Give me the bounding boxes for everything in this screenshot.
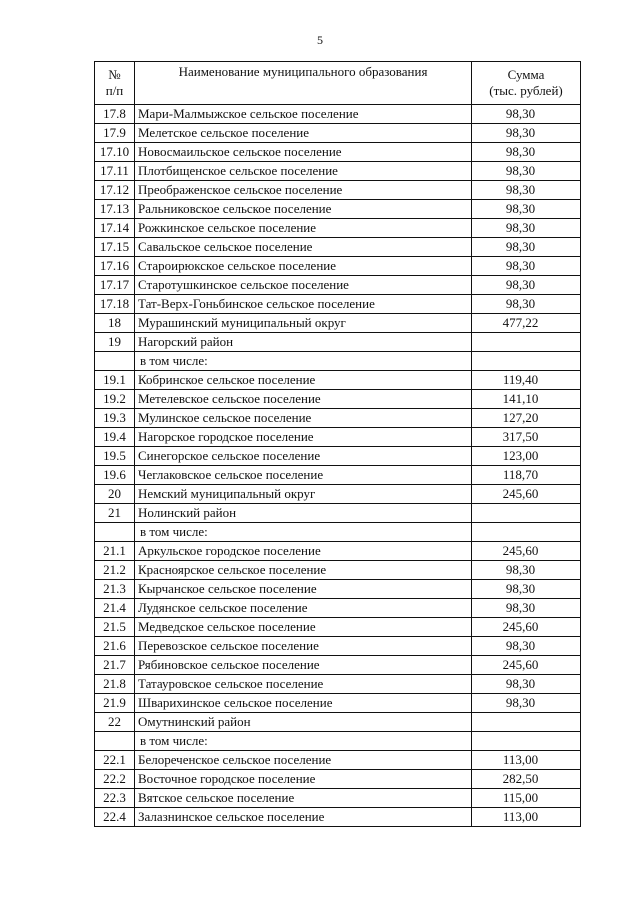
table-row: [95, 561, 581, 580]
row-number: 19.5: [95, 447, 135, 466]
row-number: 17.15: [95, 238, 135, 257]
row-sum: 282,50: [472, 770, 581, 789]
row-number: 18: [95, 314, 135, 333]
table-header-row: [95, 62, 581, 105]
row-sum: 98,30: [472, 124, 581, 143]
row-number: 17.13: [95, 200, 135, 219]
row-number: [95, 523, 135, 542]
table-row: [95, 523, 581, 542]
table-row: [95, 751, 581, 770]
table-row: [95, 599, 581, 618]
row-number: 22.1: [95, 751, 135, 770]
row-sum: [472, 504, 581, 523]
table-row: [95, 637, 581, 656]
table-row: [95, 409, 581, 428]
row-name: Аркульское городское поселение: [135, 542, 472, 561]
table-row: [95, 789, 581, 808]
row-number: 21.7: [95, 656, 135, 675]
row-name: Ральниковское сельское поселение: [135, 200, 472, 219]
row-number: 21.8: [95, 675, 135, 694]
row-sum: 98,30: [472, 257, 581, 276]
row-number: 17.16: [95, 257, 135, 276]
row-sum: 98,30: [472, 694, 581, 713]
row-sum: 98,30: [472, 599, 581, 618]
table-row: [95, 105, 581, 124]
header-sum-text: Сумма (тыс. рублей): [489, 67, 563, 98]
row-sum: 113,00: [472, 808, 581, 827]
table-row: [95, 694, 581, 713]
table-row: [95, 485, 581, 504]
row-sum: 98,30: [472, 276, 581, 295]
row-sum: 123,00: [472, 447, 581, 466]
row-sum: 115,00: [472, 789, 581, 808]
table-row: [95, 314, 581, 333]
row-sum: 98,30: [472, 561, 581, 580]
row-name: Новосмаильское сельское поселение: [135, 143, 472, 162]
row-name: Мурашинский муниципальный округ: [135, 314, 472, 333]
row-number: 21.3: [95, 580, 135, 599]
table-row: [95, 808, 581, 827]
table-row: [95, 732, 581, 751]
row-name: в том числе:: [135, 523, 472, 542]
row-sum: 245,60: [472, 618, 581, 637]
row-name: Староирюкское сельское поселение: [135, 257, 472, 276]
table-row: [95, 276, 581, 295]
table-row: [95, 257, 581, 276]
row-name: Тат-Верх-Гоньбинское сельское поселение: [135, 295, 472, 314]
table-row: [95, 371, 581, 390]
row-name: Мари-Малмыжское сельское поселение: [135, 105, 472, 124]
row-number: 17.17: [95, 276, 135, 295]
row-name: Рожкинское сельское поселение: [135, 219, 472, 238]
row-number: 22.3: [95, 789, 135, 808]
table-row: [95, 447, 581, 466]
header-name-text: Наименование муниципального образования: [178, 64, 428, 79]
row-name: Лудянское сельское поселение: [135, 599, 472, 618]
row-sum: 245,60: [472, 656, 581, 675]
row-sum: 98,30: [472, 162, 581, 181]
row-sum: 118,70: [472, 466, 581, 485]
row-number: 19: [95, 333, 135, 352]
row-sum: 98,30: [472, 295, 581, 314]
row-sum: 98,30: [472, 637, 581, 656]
row-name: Мелетское сельское поселение: [135, 124, 472, 143]
row-name: Кобринское сельское поселение: [135, 371, 472, 390]
table-row: [95, 295, 581, 314]
row-sum: 127,20: [472, 409, 581, 428]
row-number: 19.4: [95, 428, 135, 447]
row-sum: 141,10: [472, 390, 581, 409]
row-number: 17.8: [95, 105, 135, 124]
row-name: Савальское сельское поселение: [135, 238, 472, 257]
row-sum: 245,60: [472, 542, 581, 561]
table-row: [95, 675, 581, 694]
row-name: Шварихинское сельское поселение: [135, 694, 472, 713]
row-name: Синегорское сельское поселение: [135, 447, 472, 466]
row-number: 21.6: [95, 637, 135, 656]
row-name: Татауровское сельское поселение: [135, 675, 472, 694]
row-name: Метелевское сельское поселение: [135, 390, 472, 409]
row-name: Вятское сельское поселение: [135, 789, 472, 808]
table-row: [95, 162, 581, 181]
header-name: [135, 62, 472, 105]
row-name: Залазнинское сельское поселение: [135, 808, 472, 827]
row-number: 17.10: [95, 143, 135, 162]
row-number: 20: [95, 485, 135, 504]
row-name: Чеглаковское сельское поселение: [135, 466, 472, 485]
row-name: Красноярское сельское поселение: [135, 561, 472, 580]
table-row: [95, 580, 581, 599]
row-number: 22.2: [95, 770, 135, 789]
row-sum: 98,30: [472, 200, 581, 219]
table-row: [95, 713, 581, 732]
row-name: Медведское сельское поселение: [135, 618, 472, 637]
row-number: 17.14: [95, 219, 135, 238]
row-name: Старотушкинское сельское поселение: [135, 276, 472, 295]
row-name: Перевозское сельское поселение: [135, 637, 472, 656]
table-row: [95, 124, 581, 143]
table-row: [95, 143, 581, 162]
row-number: 17.9: [95, 124, 135, 143]
row-number: [95, 732, 135, 751]
row-sum: 477,22: [472, 314, 581, 333]
row-name: Восточное городское поселение: [135, 770, 472, 789]
row-sum: 98,30: [472, 675, 581, 694]
row-sum: 98,30: [472, 181, 581, 200]
row-number: 21.9: [95, 694, 135, 713]
header-number-text: № п/п: [105, 67, 124, 98]
row-number: 19.1: [95, 371, 135, 390]
allocation-table: [94, 61, 581, 827]
row-sum: 317,50: [472, 428, 581, 447]
table-row: [95, 428, 581, 447]
row-number: 19.2: [95, 390, 135, 409]
row-number: 17.12: [95, 181, 135, 200]
table-row: [95, 466, 581, 485]
row-name: в том числе:: [135, 732, 472, 751]
table-row: [95, 770, 581, 789]
row-name: Нагорский район: [135, 333, 472, 352]
table-row: [95, 352, 581, 371]
header-number: [95, 62, 135, 105]
row-name: Плотбищенское сельское поселение: [135, 162, 472, 181]
table-row: [95, 200, 581, 219]
row-name: Омутнинский район: [135, 713, 472, 732]
table-row: [95, 504, 581, 523]
page-number: 5: [317, 33, 323, 47]
row-sum: 98,30: [472, 105, 581, 124]
table-row: [95, 181, 581, 200]
header-sum: [472, 62, 581, 105]
row-sum: [472, 352, 581, 371]
row-name: в том числе:: [135, 352, 472, 371]
table-row: [95, 656, 581, 675]
row-number: 21.4: [95, 599, 135, 618]
row-sum: 119,40: [472, 371, 581, 390]
row-sum: [472, 713, 581, 732]
row-sum: [472, 333, 581, 352]
row-name: Нагорское городское поселение: [135, 428, 472, 447]
row-name: Нолинский район: [135, 504, 472, 523]
row-number: 17.18: [95, 295, 135, 314]
row-sum: [472, 732, 581, 751]
row-name: Немский муниципальный округ: [135, 485, 472, 504]
row-number: 19.3: [95, 409, 135, 428]
row-number: 22: [95, 713, 135, 732]
row-number: 22.4: [95, 808, 135, 827]
row-number: 19.6: [95, 466, 135, 485]
row-number: 21.2: [95, 561, 135, 580]
table-row: [95, 219, 581, 238]
row-sum: 98,30: [472, 219, 581, 238]
row-name: Мулинское сельское поселение: [135, 409, 472, 428]
row-name: Преображенское сельское поселение: [135, 181, 472, 200]
row-sum: 98,30: [472, 238, 581, 257]
table-body: [95, 105, 581, 827]
row-sum: 98,30: [472, 143, 581, 162]
row-number: 17.11: [95, 162, 135, 181]
table-row: [95, 618, 581, 637]
row-sum: 98,30: [472, 580, 581, 599]
table-row: [95, 238, 581, 257]
row-sum: 113,00: [472, 751, 581, 770]
row-sum: [472, 523, 581, 542]
row-name: Белореченское сельское поселение: [135, 751, 472, 770]
row-sum: 245,60: [472, 485, 581, 504]
row-number: 21.5: [95, 618, 135, 637]
row-number: [95, 352, 135, 371]
row-number: 21: [95, 504, 135, 523]
row-name: Кырчанское сельское поселение: [135, 580, 472, 599]
table-row: [95, 542, 581, 561]
row-number: 21.1: [95, 542, 135, 561]
table-row: [95, 390, 581, 409]
row-name: Рябиновское сельское поселение: [135, 656, 472, 675]
table-row: [95, 333, 581, 352]
